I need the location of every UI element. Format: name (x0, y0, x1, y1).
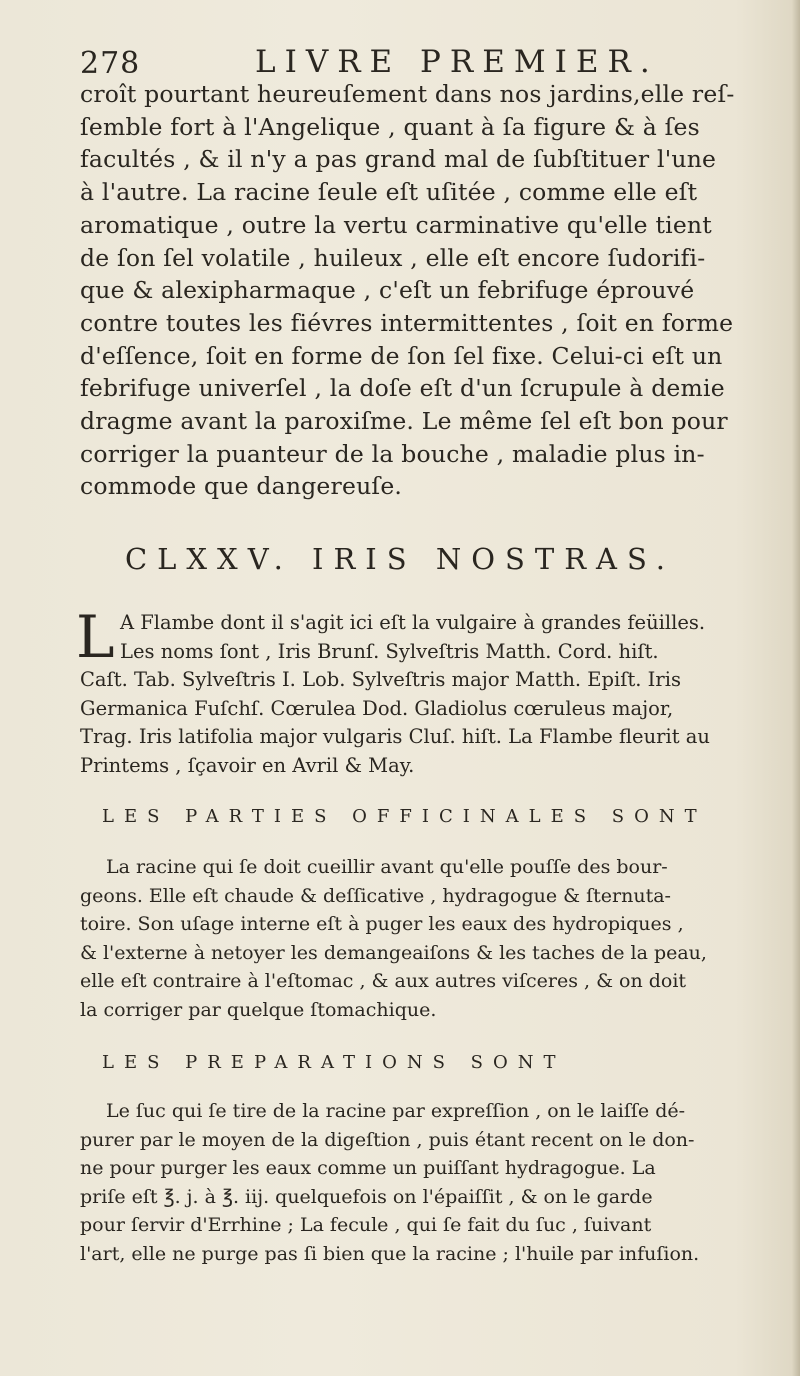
running-title: LIVRE PREMIER. (255, 44, 659, 80)
drop-cap: L (76, 603, 115, 671)
text-line: corriger la puanteur de la bouche , maladie plus in- (80, 439, 705, 468)
text-line: toire. Son uſage interne eſt à puger les eaux des hydropiques , (80, 913, 684, 936)
text-line: purer par le moyen de la digeſtion , puis étant recent on le don- (80, 1128, 695, 1151)
running-head (80, 42, 760, 82)
text-line: d'eſſence, ſoit en forme de ſon ſel fixe. Celui-ci eſt un (80, 341, 723, 370)
text-line: A Flambe dont il s'agit ici eſt la vulgaire à grandes feüilles. (120, 611, 706, 634)
text-line: la corriger par quelque ſtomachique. (80, 998, 437, 1021)
text-line: Printems , ſçavoir en Avril & May. (80, 753, 415, 777)
page-number: 278 (80, 46, 141, 81)
text-line: contre toutes les fiévres intermittentes , ſoit en forme (80, 308, 734, 337)
text-line: que & alexipharmaque , c'eſt un febrifuge éprouvé (80, 276, 695, 305)
text-line: croît pourtant heureuſement dans nos jardins,elle reſ- (80, 80, 735, 108)
section-title: CLXXV. IRIS NOSTRAS. (124, 542, 676, 576)
text-line: l'art, elle ne purge pas ſi bien que la racine ; l'huile par infuſion. (80, 1242, 700, 1265)
text-line: geons. Elle eſt chaude & deſſicative , hydragogue & ſternuta- (80, 884, 671, 907)
page-edge (792, 0, 800, 1376)
text-line: de ſon ſel volatile , huileux , elle eſt encore ſudorifi- (80, 243, 706, 272)
text-line: febrifuge univerſel , la doſe eſt d'un ſcrupule à demie (80, 374, 725, 403)
officinales-paragraph (80, 853, 740, 1025)
text-line: dragme avant la paroxiſme. Le même ſel eſt bon pour (80, 407, 728, 436)
continued-paragraph (80, 78, 740, 503)
text-line: & l'externe à netoyer les demangeaiſons & les taches de la peau, (80, 941, 707, 964)
text-line: commode que dangereuſe. (80, 472, 403, 501)
text-line: pour ſervir d'Errhine ; La fecule , qui ſe fait du ſuc , ſuivant (80, 1214, 652, 1237)
text-line: Le ſuc qui ſe tire de la racine par expreſſion , on le laiſſe dé- (106, 1100, 686, 1122)
text-line: elle eſt contraire à l'eſtomac , & aux autres viſceres , & on doit (80, 970, 687, 993)
text-line: à l'autre. La racine ſeule eſt uſitée , comme elle eſt (80, 178, 698, 207)
iris-paragraph (80, 609, 740, 781)
text-line: ſemble fort à l'Angelique , quant à ſa figure & à ſes (80, 112, 700, 141)
text-line: priſe eſt ℥. j. à ℥. iij. quelquefois on l'épaiſſit , & on le garde (80, 1185, 653, 1208)
preparations-paragraph (80, 1097, 740, 1269)
text-line: Caſt. Tab. Sylveſtris I. Lob. Sylveſtris major Matth. Epiſt. Iris (80, 668, 681, 692)
text-line: aromatique , outre la vertu carminative qu'elle tient (80, 210, 712, 239)
preparations-heading: LES PREPARATIONS SONT (102, 1052, 566, 1073)
officinales-heading: LES PARTIES OFFICINALES SONT (102, 806, 707, 827)
text-line: facultés , & il n'y a pas grand mal de ſubſtituer l'une (80, 145, 717, 174)
text-line: Les noms ſont , Iris Brunſ. Sylveſtris Matth. Cord. hiſt. (120, 639, 659, 663)
text-line: ne pour purger les eaux comme un puiſſant hydragogue. La (80, 1157, 656, 1180)
text-line: La racine qui ſe doit cueillir avant qu'elle pouſſe des bour- (106, 856, 668, 878)
text-line: Trag. Iris latifolia major vulgaris Cluſ. hiſt. La Flambe fleurit au (80, 725, 710, 749)
text-line: Germanica Fuſchſ. Cœrulea Dod. Gladiolus cœruleus major, (80, 696, 674, 720)
